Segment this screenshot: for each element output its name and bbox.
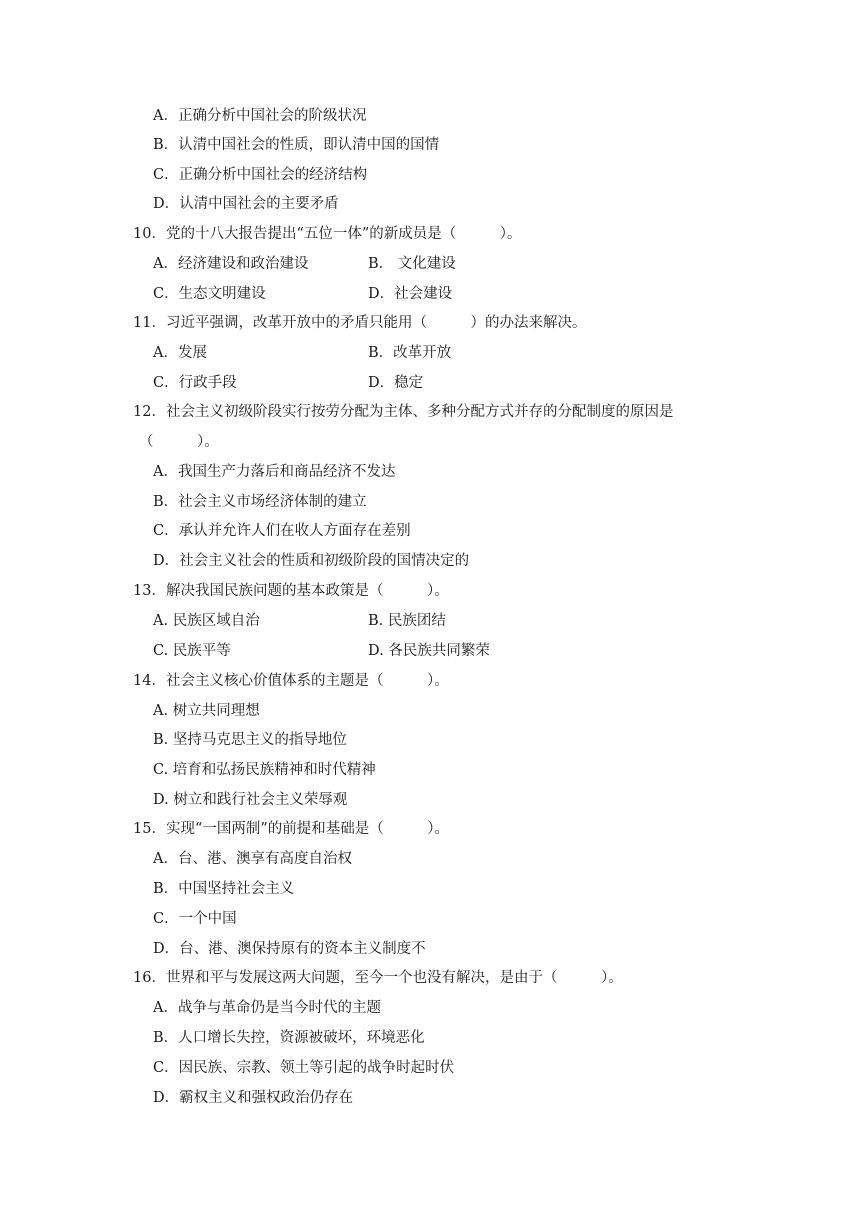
q13-option-a: A. 民族区域自治 <box>153 613 260 629</box>
q16-option-d: D．霸权主义和强权政治仍存在 <box>153 1090 354 1106</box>
q10-option-a: A．经济建设和政治建设 <box>153 256 309 272</box>
q16-option-c: C．因民族、宗教、领土等引起的战争时起时伏 <box>153 1060 455 1076</box>
q12-stem-continued: （ ）。 <box>139 434 219 450</box>
q16-option-a: A．战争与革命仍是当今时代的主题 <box>153 1000 381 1016</box>
q10-option-c: C．生态文明建设 <box>153 286 266 302</box>
q10-stem: 10．党的十八大报告提出“五位一体”的新成员是（ ）。 <box>133 226 522 242</box>
q12-option-c: C．承认并允许人们在收人方面存在差别 <box>153 523 411 539</box>
q15-stem: 15．实现“一国两制”的前提和基础是（ ）。 <box>133 821 450 837</box>
q11-stem: 11．习近平强调，改革开放中的矛盾只能用（ ）的办法来解决。 <box>133 315 587 331</box>
q14-option-d: D. 树立和践行社会主义荣辱观 <box>153 792 348 808</box>
q12-option-d: D．社会主义社会的性质和初级阶段的国情决定的 <box>153 553 470 569</box>
q9-option-a: A．正确分析中国社会的阶级状况 <box>153 108 367 124</box>
q12-option-b: B．社会主义市场经济体制的建立 <box>153 494 367 510</box>
q13-option-b: B. 民族团结 <box>368 613 446 629</box>
q14-option-a: A. 树立共同理想 <box>153 703 260 719</box>
q9-option-c: C．正确分析中国社会的经济结构 <box>153 167 368 183</box>
q11-option-b: B．改革开放 <box>368 345 452 361</box>
q15-option-b: B．中国坚持社会主义 <box>153 881 295 897</box>
q11-option-a: A．发展 <box>153 345 207 361</box>
q11-option-d: D．稳定 <box>368 375 424 391</box>
q10-option-b: B． 文化建设 <box>368 256 456 272</box>
q12-option-a: A．我国生产力落后和商品经济不发达 <box>153 464 396 480</box>
q16-option-b: B．人口增长失控，资源被破坏，环境恶化 <box>153 1030 425 1046</box>
q9-option-d: D．认清中国社会的主要矛盾 <box>153 196 339 212</box>
q15-option-d: D．台、港、澳保持原有的资本主义制度不 <box>153 941 426 957</box>
q12-stem: 12．社会主义初级阶段实行按劳分配为主体、多种分配方式并存的分配制度的原因是 <box>133 404 674 420</box>
q14-stem: 14．社会主义核心价值体系的主题是（ ）。 <box>133 673 449 689</box>
q9-option-b: B．认清中国社会的性质，即认清中国的国情 <box>153 137 440 153</box>
q13-stem: 13．解决我国民族问题的基本政策是（ ）。 <box>133 583 449 599</box>
q10-option-d: D．社会建设 <box>368 286 453 302</box>
q15-option-c: C．一个中国 <box>153 911 237 927</box>
q14-option-c: C. 培育和弘扬民族精神和时代精神 <box>153 762 376 778</box>
q14-option-b: B. 坚持马克思主义的指导地位 <box>153 732 347 748</box>
q13-option-d: D. 各民族共同繁荣 <box>368 643 490 659</box>
q16-stem: 16．世界和平与发展这两大问题，至今一个也没有解决，是由于（ ）。 <box>133 970 623 986</box>
q15-option-a: A．台、港、澳享有高度自治权 <box>153 851 352 867</box>
q13-option-c: C. 民族平等 <box>153 643 231 659</box>
q11-option-c: C．行政手段 <box>153 375 237 391</box>
